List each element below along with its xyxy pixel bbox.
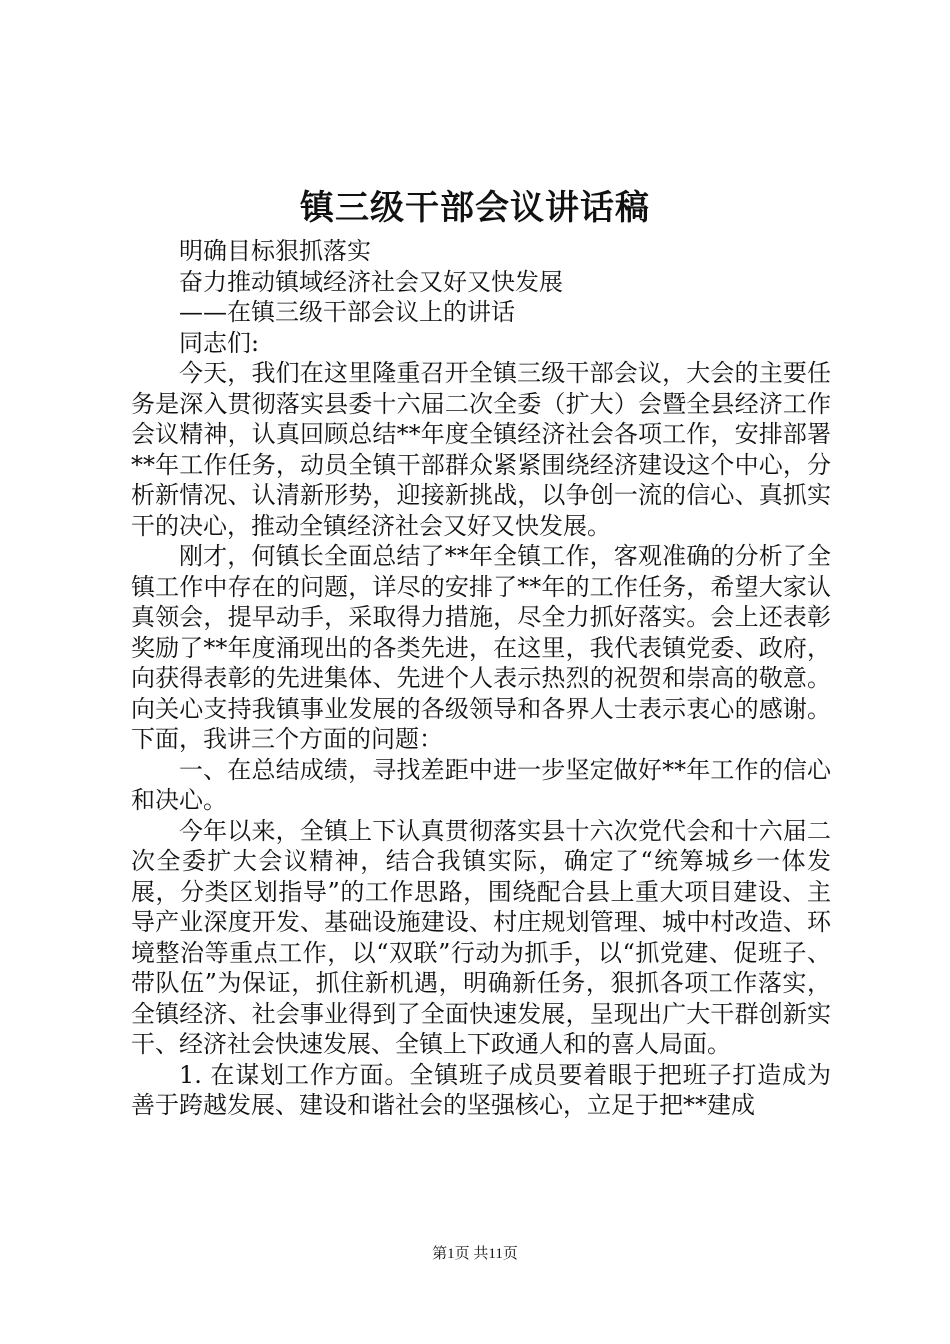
body-paragraph: 今天，我们在这里隆重召开全镇三级干部会议，大会的主要任务是深入贯彻落实县委十六届二次全委（扩大）会暨全县经济工作会议精神，认真回顾总结**年度全镇经济社会各项工作，安排部署**年工作任务，动员全镇干部群众紧紧围绕经济建设这个中心，分析新情况、认清新形势，迎接新挑战，以争创一流的信心、真抓实干的决心，推动全镇经济社会又好又快发展。 [131,359,831,540]
subtitle-line-1: 明确目标狠抓落实 [179,237,371,265]
section-heading: 一、在总结成绩，寻找差距中进一步坚定做好**年工作的信心和决心。 [131,755,831,814]
salutation: 同志们: [179,328,260,357]
body-paragraph: 1. 在谋划工作方面。全镇班子成员要着眼于把班子打造成为善于跨越发展、建设和谐社会的坚强核心，立足于把**建成 [131,1060,831,1119]
body-paragraph: 刚才，何镇长全面总结了**年全镇工作，客观准确的分析了全镇工作中存在的问题，详尽的安排了**年的工作任务，希望大家认真领会，提早动手，采取得力措施，尽全力抓好落实。会上还表彰奖励了**年度涌现出的各类先进，在这里，我代表镇党委、政府，向获得表彰的先进集体、先进个人表示热烈的祝贺和崇高的敬意。向关心支持我镇事业发展的各级领导和各界人士表示衷心的感谢。下面，我讲三个方面的问题： [131,542,831,753]
body-paragraph: 今年以来，全镇上下认真贯彻落实县十六次党代会和十六届二次全委扩大会议精神，结合我镇实际，确定了“统筹城乡一体发展，分类区划指导”的工作思路，围绕配合县上重大项目建设、主导产业深度开发、基础设施建设、村庄规划管理、城中村改造、环境整治等重点工作，以“双联”行动为抓手，以“抓党建、促班子、带队伍”为保证，抓住新机遇，明确新任务，狠抓各项工作落实，全镇经济、社会事业得到了全面快速发展，呈现出广大干群创新实干、经济社会快速发展、全镇上下政通人和的喜人局面。 [131,816,831,1058]
subtitle-line-2: 奋力推动镇域经济社会又好又快发展 [179,267,563,296]
page-footer: 第1页 共11页 [432,1246,518,1262]
document-title: 镇三级干部会议讲话稿 [300,188,650,228]
subtitle-line-3: ——在镇三级干部会议上的讲话 [179,298,515,326]
document-body [131,236,831,1121]
